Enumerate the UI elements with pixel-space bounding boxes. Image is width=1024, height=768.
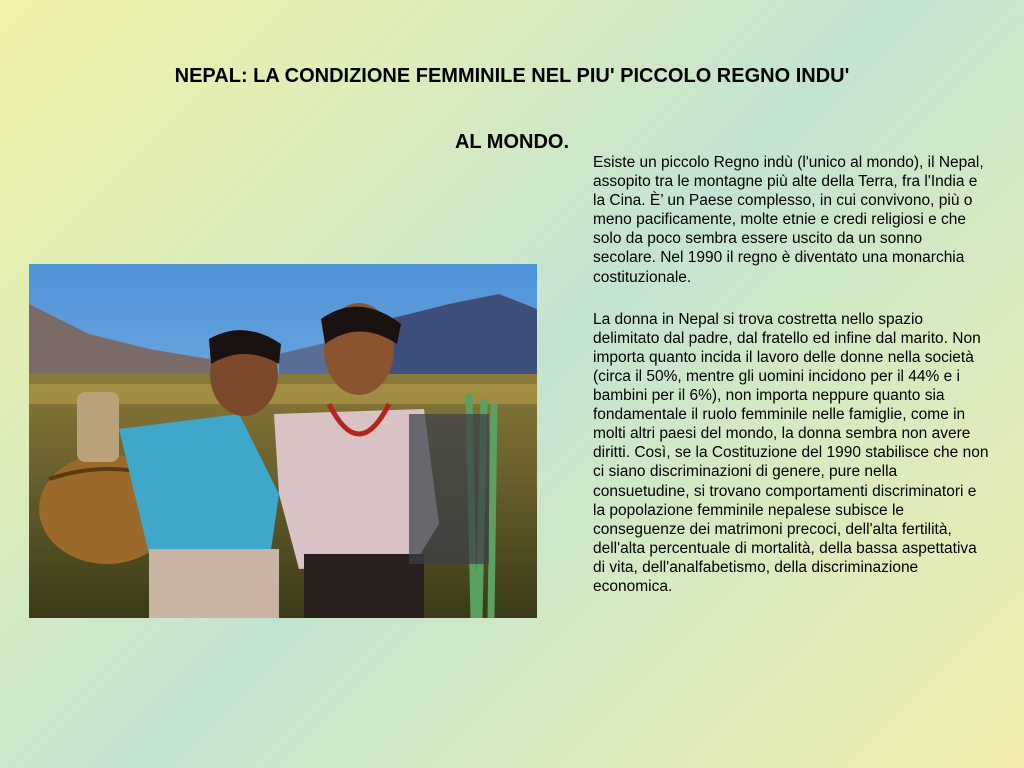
- photo-nepali-women: [29, 264, 537, 618]
- slide-title-line-2: AL MONDO.: [454, 131, 570, 153]
- paragraph-women-condition: La donna in Nepal si trova costretta nello spazio delimitato dal padre, dal fratello ed infine dal marito. Non importa quanto incida il lavoro delle donne nella società (circa il 50%, mentre gli uomini incidono per il 44% e i bambini per il 6%), non importa neppure quanto sia fondamentale il ruolo femminile nelle famiglie, come in molti altri paesi del mondo, la donna sembra non avere diritti. Così, se la Costituzione del 1990 stabilisce che non ci siano discriminazioni di genere, pure nella consuetudine, si trovano comportamenti discriminatori e la popolazione femminile nepalese subisce le conseguenze dei matrimoni precoci, dell'alta fertilità, dell'alta percentuale di mortalità, della bassa aspettativa di vita, dell'analfabetismo, della discriminazione economica.: [593, 310, 989, 595]
- slide-title-line-1: NEPAL: LA CONDIZIONE FEMMINILE NEL PIU' PICCOLO REGNO INDU': [174, 65, 850, 87]
- slide-body-text: [593, 153, 989, 619]
- paragraph-intro: Esiste un piccolo Regno indù (l'unico al mondo), il Nepal, assopito tra le montagne più alte della Terra, fra l'India e la Cina. È’ un Paese complesso, in cui convivono, più o meno pacificamente, molte etnie e credi religiosi e che solo da poco sembra essere uscito da un sonno secolare. Nel 1990 il regno è diventato una monarchia costituzionale.: [593, 154, 984, 286]
